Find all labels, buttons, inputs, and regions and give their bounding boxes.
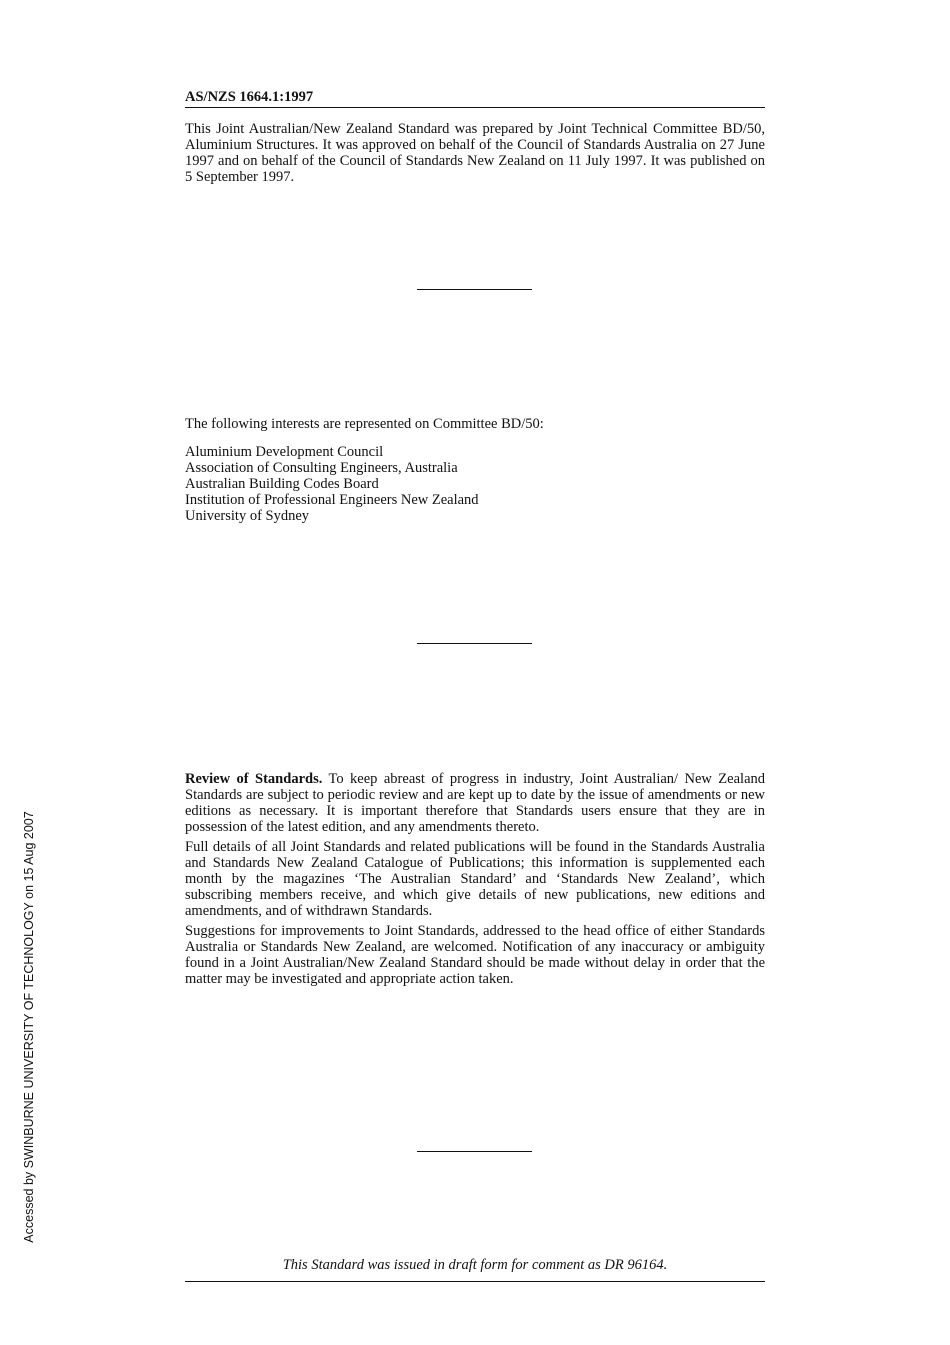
standard-id-header: AS/NZS 1664.1:1997: [185, 88, 765, 108]
intro-paragraph: This Joint Australian/New Zealand Standard was prepared by Joint Technical Committee BD/50, Aluminium Structures. It was approved on behalf of the Council of Standards Australia on 27 June 1997 and on behalf of the Council of Standards New Zealand on 11 July 1997. It was published on 5 September 1997.: [185, 121, 765, 185]
committee-member: Association of Consulting Engineers, Australia: [185, 460, 458, 476]
committee-member: Aluminium Development Council: [185, 444, 384, 460]
review-of-standards-section: [185, 771, 765, 991]
review-paragraph-3: Suggestions for improvements to Joint Standards, addressed to the head office of either Standards Australia or Standards New Zealand, are welcomed. Notification of any inaccuracy or ambiguity found in a Joint Australian/New Zealand Standard should be made without delay in order that the matter may be investigated and appropriate action taken.: [185, 923, 765, 987]
committee-members-list: [185, 444, 479, 524]
committee-member: Institution of Professional Engineers New Zealand: [185, 492, 479, 508]
review-text-1: To keep abreast of progress in industry, Joint Australian/ New Zealand Standards are subject to periodic review and are kept up to date by the issue of amendments or new editions as necessary. It is important therefore that Standards users ensure that they are in possession of the latest edition, and any amendments thereto.: [185, 771, 766, 835]
section-divider-2: [417, 643, 532, 644]
committee-member: University of Sydney: [185, 508, 310, 524]
review-paragraph-1: [185, 771, 765, 835]
committee-member: Australian Building Codes Board: [185, 476, 379, 492]
section-divider-3: [417, 1151, 532, 1152]
draft-note: This Standard was issued in draft form for comment as DR 96164.: [185, 1256, 765, 1282]
review-paragraph-2: Full details of all Joint Standards and related publications will be found in the Standards Australia and Standards New Zealand Catalogue of Publications; this information is supplemented each month by the magazines ‘The Australian Standard’ and ‘Standards New Zealand’, which subscribing members receive, and which give details of new publications, new editions and amendments, and of withdrawn Standards.: [185, 839, 765, 919]
committee-intro: The following interests are represented on Committee BD/50:: [185, 416, 544, 432]
access-watermark: Accessed by SWINBURNE UNIVERSITY OF TECHNOLOGY on 15 Aug 2007: [22, 811, 36, 1243]
review-heading: Review of Standards.: [185, 771, 323, 787]
section-divider-1: [417, 289, 532, 290]
